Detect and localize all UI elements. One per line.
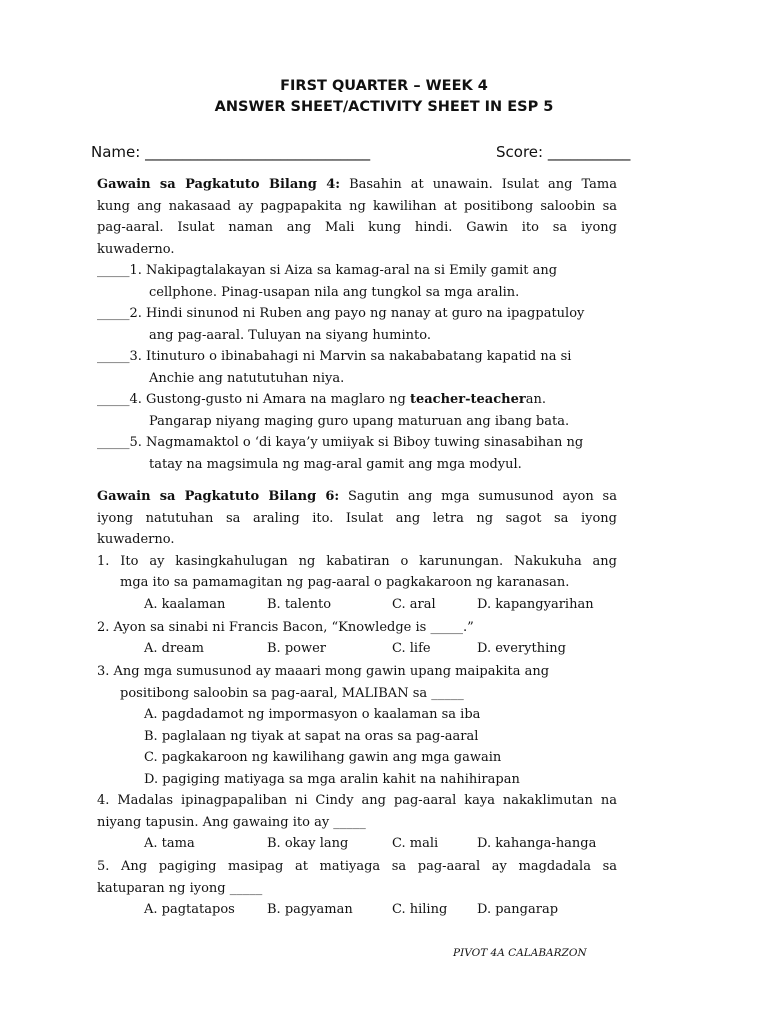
item-statement: _____2. Hindi sinunod ni Ruben ang payo ng nanay at guro na ipagpatuloy: [97, 306, 585, 321]
option-a: A. pagdadamot ng impormasyon o kaalaman sa iba: [144, 707, 481, 722]
question-4: [97, 790, 617, 856]
gawain-4-title: Gawain sa Pagkatuto Bilang 4:: [97, 177, 341, 192]
item-statement: _____4. Gustong-gusto ni Amara na maglaro ng teacher-teacheran.: [97, 392, 546, 407]
question-2: [97, 617, 617, 662]
gawain-4-item-1: [97, 260, 617, 303]
gawain-4-section: [97, 174, 617, 475]
page-footer: PIVOT 4A CALABARZON: [453, 947, 587, 959]
question-text: 5. Ang pagiging masipag at matiyaga sa pag-aaral ay magdadala sa: [97, 859, 617, 874]
item-statement-cont: tatay na magsimula ng mag-aral gamit ang mga modyul.: [149, 456, 522, 472]
option-c: C. mali: [392, 836, 439, 851]
question-5: [97, 856, 617, 922]
question-text-cont: katuparan ng iyong _____: [97, 880, 263, 896]
gawain-4-item-4: [97, 389, 617, 432]
option-c: C. hiling: [392, 902, 448, 917]
gawain-6-instructions-line: kuwaderno.: [97, 532, 175, 547]
item-statement: _____3. Itinuturo o ibinabahagi ni Marvin sa nakababatang kapatid na si: [97, 349, 572, 364]
score-field[interactable]: Score: ___________: [496, 143, 631, 161]
item-statement-cont: cellphone. Pinag-usapan nila ang tungkol sa mga aralin.: [149, 284, 520, 300]
option-c: C. life: [392, 641, 431, 656]
gawain-6-instructions-line: iyong natutuhan sa araling ito. Isulat ang letra ng sagot sa iyong: [97, 510, 617, 526]
option-c: C. aral: [392, 596, 436, 612]
name-score-row: [91, 143, 651, 161]
option-a: A. kaalaman: [144, 596, 226, 612]
question-text: 1. Ito ay kasingkahulugan ng kabatiran o karunungan. Nakukuha ang: [97, 553, 617, 569]
gawain-4-instructions-line: Gawain sa Pagkatuto Bilang 4: Basahin at unawain. Isulat ang Tama: [97, 177, 617, 192]
question-text-cont: mga ito sa pamamagitan ng pag-aaral o pagkakaroon ng karanasan.: [120, 575, 570, 590]
gawain-4-instructions-line: pag-aaral. Isulat naman ang Mali kung hindi. Gawin ito sa iyong: [97, 220, 617, 235]
option-b: B. power: [267, 641, 327, 656]
gawain-4-instructions-line: kung ang nakasaad ay pagpapakita ng kawilihan at positibong saloobin sa: [97, 198, 617, 214]
option-d: D. everything: [477, 641, 566, 656]
item-statement: _____5. Nagmamaktol o ‘di kaya’y umiiyak si Biboy tuwing sinasabihan ng: [97, 435, 584, 450]
question-text-cont: niyang tapusin. Ang gawaing ito ay _____: [97, 814, 366, 830]
page-title-sheet: ANSWER SHEET/ACTIVITY SHEET IN ESP 5: [214, 99, 554, 115]
option-d: D. pagiging matiyaga sa mga aralin kahit na nahihirapan: [144, 771, 520, 787]
option-d: D. pangarap: [477, 902, 559, 917]
question-text: 2. Ayon sa sinabi ni Francis Bacon, “Knowledge is _____.”: [97, 619, 474, 635]
question-1: [97, 551, 617, 617]
gawain-4-item-5: [97, 432, 617, 475]
gawain-4-instructions-line: kuwaderno.: [97, 241, 175, 257]
option-d: D. kapangyarihan: [477, 596, 594, 612]
options-row: [97, 899, 617, 922]
gawain-6-title: Gawain sa Pagkatuto Bilang 6:: [97, 489, 340, 504]
gawain-6-instructions-line: Gawain sa Pagkatuto Bilang 6: Sagutin ang mga sumusunod ayon sa: [97, 489, 617, 504]
gawain-4-item-3: [97, 346, 617, 389]
option-b: B. paglalaan ng tiyak at sapat na oras sa pag-aaral: [144, 728, 479, 744]
item-statement-cont: Pangarap niyang maging guro upang maturuan ang ibang bata.: [149, 413, 570, 429]
gawain-4-item-2: [97, 303, 617, 346]
question-text: 4. Madalas ipinagpapaliban ni Cindy ang pag-aaral kaya nakaklimutan na: [97, 793, 617, 808]
option-c: C. pagkakaroon ng kawilihang gawin ang mga gawain: [144, 750, 502, 765]
gawain-6-section: [97, 486, 617, 922]
item-statement-cont: ang pag-aaral. Tuluyan na siyang huminto.: [149, 327, 431, 343]
option-a: A. dream: [144, 641, 204, 656]
option-b: B. pagyaman: [267, 902, 353, 917]
option-b: B. okay lang: [267, 836, 349, 851]
option-a: A. tama: [144, 836, 195, 851]
options-row: [97, 638, 617, 661]
page-title-quarter: FIRST QUARTER – WEEK 4: [280, 78, 488, 94]
options-row: [97, 833, 617, 856]
option-b: B. talento: [267, 596, 332, 612]
question-text-cont: positibong saloobin sa pag-aaral, MALIBAN sa _____: [120, 685, 464, 701]
question-3: [97, 661, 617, 790]
question-text: 3. Ang mga sumusunod ay maaari mong gawin upang maipakita ang: [97, 664, 550, 679]
item-statement-cont: Anchie ang natututuhan niya.: [149, 370, 345, 386]
options-row: [97, 594, 617, 617]
item-statement: _____1. Nakipagtalakayan si Aiza sa kamag-aral na si Emily gamit ang: [97, 263, 558, 278]
option-a: A. pagtatapos: [144, 902, 235, 917]
option-d: D. kahanga-hanga: [477, 836, 597, 851]
name-field[interactable]: Name: ______________________________: [91, 143, 371, 161]
